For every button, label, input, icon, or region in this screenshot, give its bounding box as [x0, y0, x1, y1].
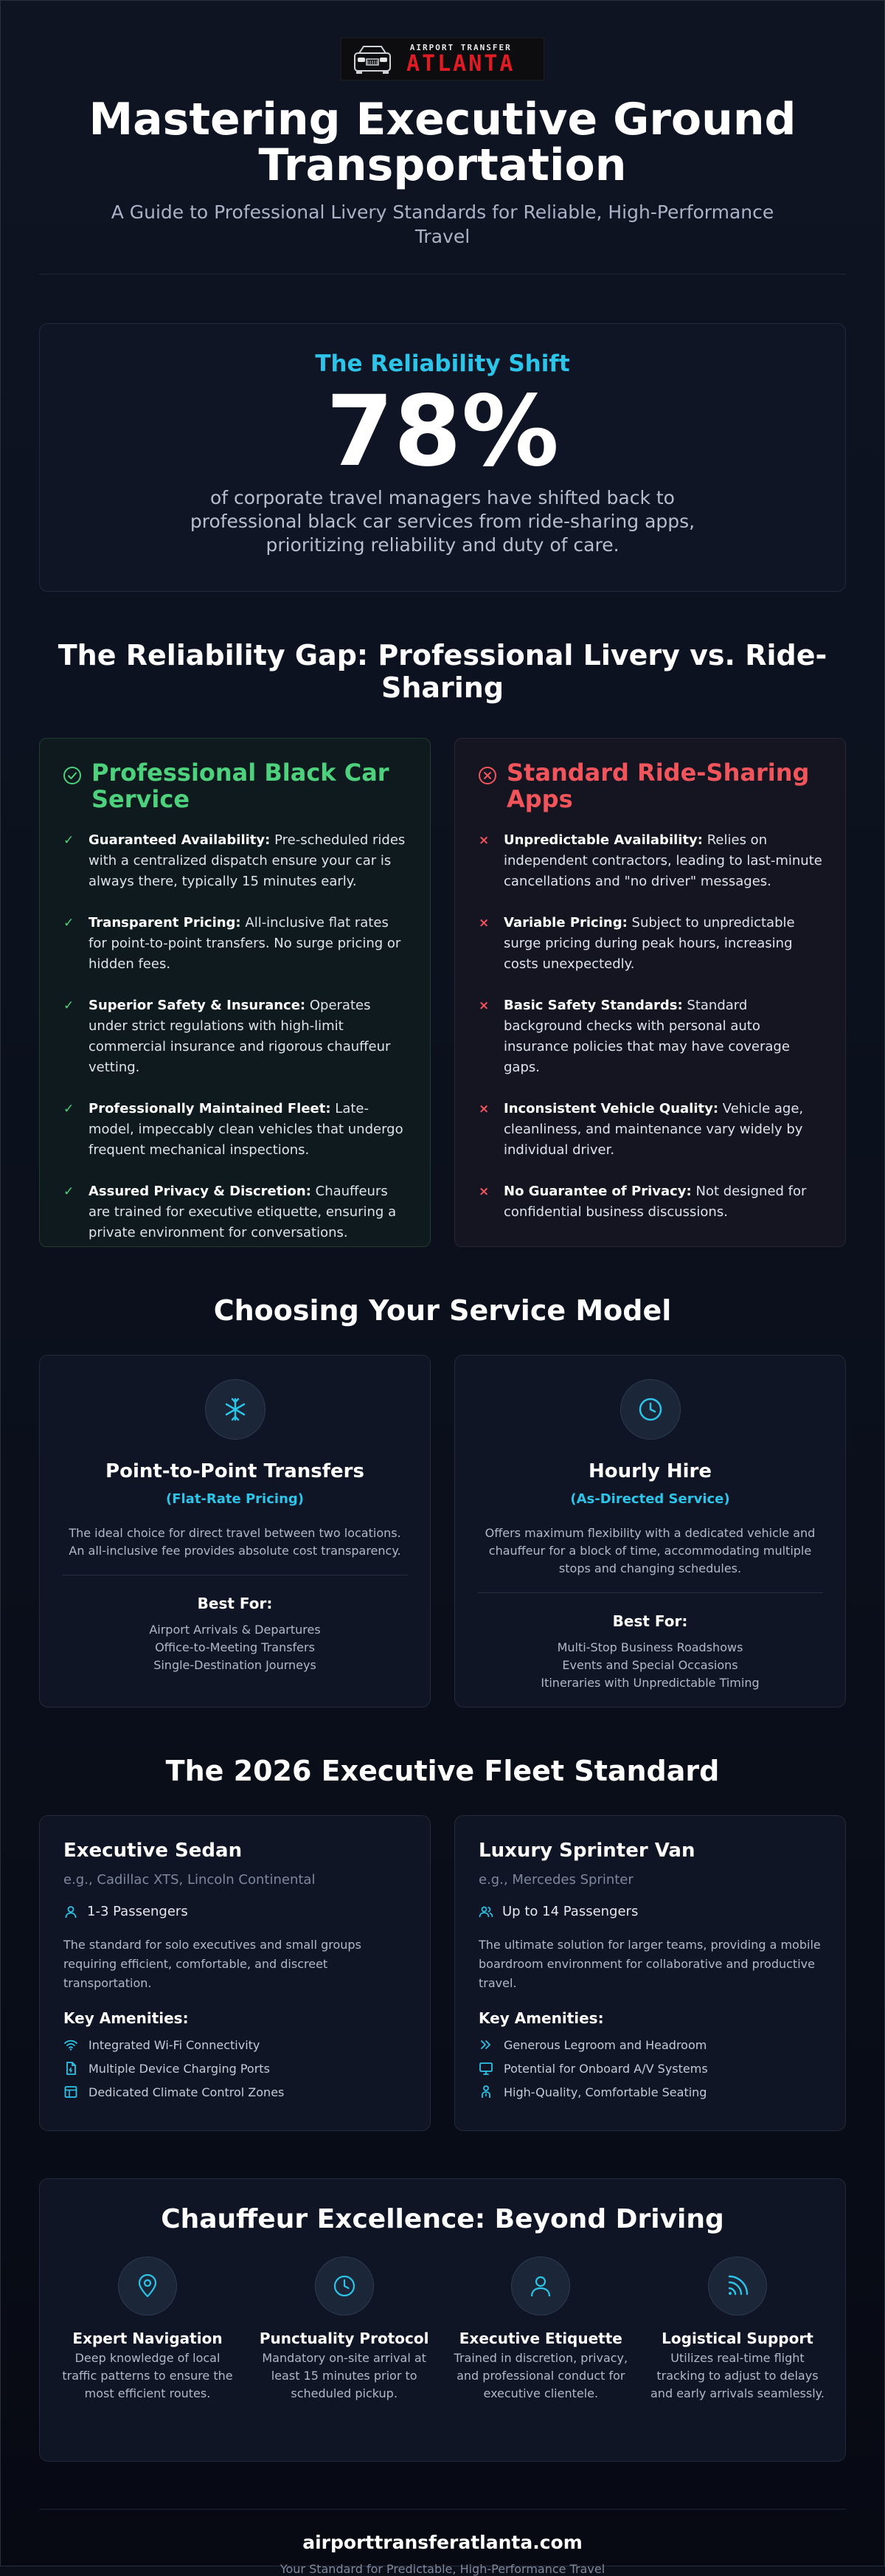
- logo-container: [39, 1, 846, 80]
- person-seat-icon: [479, 2085, 493, 2099]
- list-item: [62, 995, 408, 1078]
- service-model-title: Choosing Your Service Model: [213, 1294, 672, 1327]
- skill-name: Punctuality Protocol: [259, 2330, 429, 2347]
- point-to-point-icon-badge: [205, 1379, 266, 1440]
- check-mark-icon: ✓: [63, 1184, 74, 1199]
- black-car-header: [62, 759, 408, 812]
- chauffeur-skills: [40, 2256, 845, 2403]
- item-text: Operates under strict regulations with high-limit commercial insurance and rigorous chauffeur vetting.: [88, 998, 391, 1075]
- best-for-item: Itineraries with Unpredictable Timing: [541, 1676, 760, 1690]
- logo-big-text: ATLANTA: [406, 50, 516, 77]
- skill-executive-etiquette: [454, 2256, 628, 2403]
- chauffeur-excellence-card: [39, 2178, 846, 2462]
- item-label: Professionally Maintained Fleet:: [88, 1101, 331, 1116]
- x-mark-icon: ×: [479, 833, 490, 848]
- item-text: Subject to unpredictable surge pricing during peak hours, increasing costs unexpectedly.: [504, 915, 795, 972]
- vehicle-name: Executive Sedan: [63, 1840, 243, 1862]
- hourly-icon-badge: [620, 1379, 681, 1440]
- skill-icon-badge: [708, 2256, 767, 2316]
- service-model-section: [39, 1355, 846, 1707]
- best-for-list: [40, 1621, 430, 1674]
- comparison-title: The Reliability Gap: Professional Livery vs. Ride-Sharing: [58, 639, 827, 704]
- document-plug-icon: [63, 2061, 78, 2076]
- item-label: Assured Privacy & Discretion:: [88, 1184, 311, 1199]
- list-item: [477, 913, 823, 975]
- item-text: All-inclusive flat rates for point-to-point transfers. No surge pricing or hidden fees.: [88, 915, 401, 972]
- list-item: [479, 2061, 822, 2076]
- service-description: Offers maximum flexibility with a dedicated vehicle and chauffeur for a block of time, accommodating multiple stops and changing schedules.: [485, 1526, 816, 1575]
- list-item: [479, 2037, 822, 2052]
- service-name: Point-to-Point Transfers: [105, 1460, 364, 1482]
- skill-name: Expert Navigation: [72, 2330, 223, 2347]
- amenities-list: [63, 2037, 406, 2099]
- x-mark-icon: ×: [479, 998, 490, 1013]
- hourly-hire-card: [454, 1355, 846, 1707]
- clock-icon: [331, 2273, 358, 2299]
- x-mark-icon: ×: [479, 1184, 490, 1199]
- service-tag: (As-Directed Service): [570, 1491, 730, 1507]
- service-tag: (Flat-Rate Pricing): [165, 1491, 304, 1507]
- car-icon: [349, 43, 396, 75]
- sprinter-van-card: [454, 1815, 846, 2131]
- skill-logistical-support: [650, 2256, 825, 2403]
- item-label: Superior Safety & Insurance:: [88, 998, 306, 1013]
- item-text: Late-model, impeccably clean vehicles that undergo frequent mechanical inspections.: [88, 1101, 403, 1158]
- vehicle-description: The standard for solo executives and small groups requiring efficient, comfortable, and discreet transportation.: [63, 1938, 361, 1990]
- list-item: [477, 1099, 823, 1161]
- x-mark-icon: ×: [479, 916, 490, 930]
- skill-expert-navigation: [60, 2256, 235, 2403]
- stat-heading: The Reliability Shift: [315, 351, 570, 377]
- fleet-section: [39, 1815, 846, 2131]
- item-label: No Guarantee of Privacy:: [504, 1184, 692, 1199]
- skill-name: Executive Etiquette: [459, 2330, 622, 2347]
- skill-icon-badge: [315, 2256, 374, 2316]
- item-label: Guaranteed Availability:: [88, 832, 271, 848]
- list-item: [62, 830, 408, 892]
- black-car-column: [39, 738, 431, 1247]
- point-to-point-card: [39, 1355, 431, 1707]
- best-for-item: Airport Arrivals & Departures: [149, 1623, 321, 1637]
- executive-sedan-card: [39, 1815, 431, 2131]
- service-divider: [477, 1592, 823, 1593]
- passenger-count: 1-3 Passengers: [87, 1904, 188, 1919]
- x-mark-icon: ×: [479, 1102, 490, 1116]
- vehicle-passengers: [63, 1904, 406, 1919]
- item-text: Relies on independent contractors, leading to last-minute cancellations and "no driver" messages.: [504, 832, 822, 889]
- asterisk-icon: [221, 1395, 250, 1424]
- best-for-item: Events and Special Occasions: [562, 1658, 738, 1672]
- signal-icon: [724, 2273, 751, 2299]
- footer-tagline: Your Standard for Predictable, High-Performance Travel: [280, 2562, 605, 2576]
- skill-name: Logistical Support: [662, 2330, 813, 2347]
- item-text: Standard background checks with personal auto insurance policies that may have coverage gaps.: [504, 998, 790, 1075]
- amenity-text: Dedicated Climate Control Zones: [88, 2085, 285, 2099]
- logo-wordmark: [406, 44, 515, 75]
- comparison-section: [39, 738, 846, 1247]
- vehicle-example: e.g., Mercedes Sprinter: [479, 1872, 634, 1888]
- amenity-text: High-Quality, Comfortable Seating: [504, 2085, 707, 2099]
- reliability-stat-card: [39, 323, 846, 592]
- stat-description: of corporate travel managers have shifted back to professional black car services from ride-sharing apps, prioritizing reliability and duty of care.: [190, 487, 695, 556]
- amenity-text: Generous Legroom and Headroom: [504, 2037, 707, 2052]
- amenity-text: Multiple Device Charging Ports: [88, 2061, 270, 2076]
- service-name: Hourly Hire: [589, 1460, 712, 1482]
- list-item: [63, 2037, 406, 2052]
- page-subtitle: A Guide to Professional Livery Standards for Reliable, High-Performance Travel: [111, 201, 774, 247]
- best-for-label: Best For:: [612, 1612, 688, 1630]
- skill-text: Trained in discretion, privacy, and professional conduct for executive clientele.: [454, 2351, 628, 2400]
- brand-logo: [341, 38, 544, 80]
- black-car-heading: Professional Black Car Service: [91, 759, 389, 813]
- skill-icon-badge: [118, 2256, 177, 2316]
- skill-punctuality-protocol: [257, 2256, 431, 2403]
- user-icon: [63, 1905, 78, 1919]
- vehicle-passengers: [479, 1904, 822, 1919]
- logo-small-text: AIRPORT TRANSFER: [409, 42, 512, 52]
- stat-value: 78%: [326, 375, 559, 488]
- ride-sharing-header: [477, 759, 823, 812]
- service-description: The ideal choice for direct travel between two locations. An all-inclusive fee provides absolute cost transparency.: [69, 1526, 401, 1558]
- black-car-list: [62, 830, 408, 1243]
- best-for-label: Best For:: [197, 1595, 273, 1612]
- users-icon: [479, 1905, 493, 1919]
- item-label: Inconsistent Vehicle Quality:: [504, 1101, 719, 1116]
- ride-sharing-list: [477, 830, 823, 1223]
- ride-sharing-column: [454, 738, 846, 1247]
- clock-icon: [636, 1395, 665, 1424]
- item-text: Chauffeurs are trained for executive etiquette, ensuring a private environment for conversations.: [88, 1184, 397, 1240]
- list-item: [62, 1181, 408, 1243]
- item-label: Variable Pricing:: [504, 915, 628, 930]
- chevrons-right-icon: [479, 2037, 493, 2052]
- check-mark-icon: ✓: [63, 1102, 74, 1116]
- best-for-item: Office-to-Meeting Transfers: [155, 1640, 315, 1654]
- item-label: Unpredictable Availability:: [504, 832, 703, 848]
- best-for-item: Multi-Stop Business Roadshows: [557, 1640, 743, 1654]
- best-for-item: Single-Destination Journeys: [153, 1658, 316, 1672]
- skill-text: Utilizes real-time flight tracking to adjust to delays and early arrivals seamlessly.: [650, 2351, 825, 2400]
- item-label: Transparent Pricing:: [88, 915, 241, 930]
- list-item: [477, 1181, 823, 1223]
- footer-website-link[interactable]: airporttransferatlanta.com: [302, 2532, 583, 2553]
- list-item: [63, 2061, 406, 2076]
- vehicle-example: e.g., Cadillac XTS, Lincoln Continental: [63, 1872, 316, 1888]
- skill-text: Deep knowledge of local traffic patterns to ensure the most efficient routes.: [62, 2351, 233, 2400]
- skill-text: Mandatory on-site arrival at least 15 minutes prior to scheduled pickup.: [262, 2351, 426, 2400]
- best-for-list: [455, 1639, 845, 1692]
- ride-sharing-heading: Standard Ride-Sharing Apps: [507, 759, 810, 813]
- list-item: [62, 913, 408, 975]
- list-item: [479, 2085, 822, 2099]
- page-title: Mastering Executive Ground Transportation: [88, 94, 796, 191]
- user-circle-icon: [527, 2273, 554, 2299]
- item-text: Not designed for confidential business discussions.: [504, 1184, 807, 1220]
- amenities-label: Key Amenities:: [63, 2009, 189, 2027]
- amenities-list: [479, 2037, 822, 2099]
- x-circle-icon: [477, 765, 498, 786]
- vehicle-description: The ultimate solution for larger teams, providing a mobile boardroom environment for collaborative and productive travel.: [479, 1938, 821, 1990]
- chauffeur-title: Chauffeur Excellence: Beyond Driving: [161, 2204, 724, 2234]
- check-mark-icon: ✓: [63, 833, 74, 848]
- climate-panel-icon: [63, 2085, 78, 2099]
- check-circle-icon: [62, 765, 83, 786]
- map-pin-icon: [134, 2273, 161, 2299]
- amenity-text: Integrated Wi-Fi Connectivity: [88, 2037, 260, 2052]
- amenity-text: Potential for Onboard A/V Systems: [504, 2061, 708, 2076]
- fleet-title: The 2026 Executive Fleet Standard: [165, 1755, 720, 1787]
- item-text: Vehicle age, cleanliness, and maintenance vary widely by individual driver.: [504, 1101, 804, 1158]
- item-label: Basic Safety Standards:: [504, 998, 683, 1013]
- list-item: [477, 830, 823, 892]
- wifi-icon: [63, 2037, 78, 2052]
- amenities-label: Key Amenities:: [479, 2009, 604, 2027]
- passenger-count: Up to 14 Passengers: [502, 1904, 639, 1919]
- list-item: [62, 1099, 408, 1161]
- item-text: Pre-scheduled rides with a centralized dispatch ensure your car is always there, typically 15 minutes early.: [88, 832, 406, 889]
- vehicle-name: Luxury Sprinter Van: [479, 1840, 695, 1862]
- list-item: [477, 995, 823, 1078]
- monitor-icon: [479, 2061, 493, 2076]
- check-mark-icon: ✓: [63, 916, 74, 930]
- skill-icon-badge: [511, 2256, 570, 2316]
- check-mark-icon: ✓: [63, 998, 74, 1013]
- list-item: [63, 2085, 406, 2099]
